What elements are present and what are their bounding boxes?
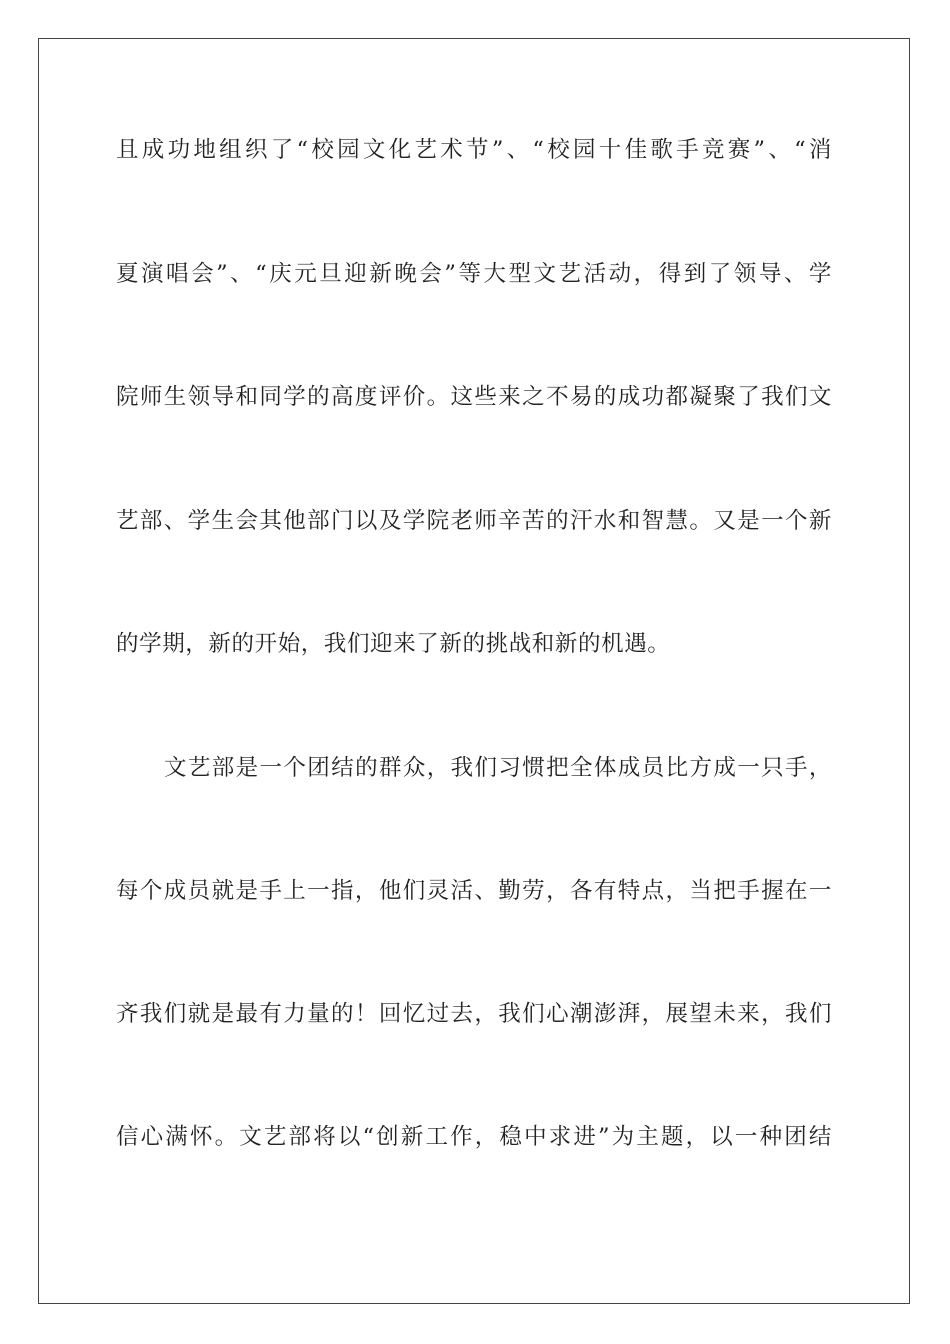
- page-border: [38, 38, 910, 1304]
- text-line: 信心满怀。文艺部将以“创新工作，稳中求进”为主题，以一种团结: [116, 1124, 832, 1150]
- text-line: 每个成员就是手上一指，他们灵活、勤劳，各有特点，当把手握在一: [116, 878, 832, 904]
- text-line: 艺部、学生会其他部门以及学院老师辛苦的汗水和智慧。又是一个新: [116, 508, 832, 534]
- paragraph-first-line: 文艺部是一个团结的群众，我们习惯把全体成员比方成一只手，: [164, 755, 832, 781]
- text-line: 齐我们就是最有力量的！回忆过去，我们心潮澎湃，展望未来，我们: [116, 1001, 832, 1027]
- text-line: 夏演唱会”、“庆元旦迎新晚会”等大型文艺活动，得到了领导、学: [116, 261, 832, 287]
- text-line: 的学期，新的开始，我们迎来了新的挑战和新的机遇。: [116, 631, 671, 657]
- text-line: 且成功地组织了“校园文化艺术节”、“校园十佳歌手竞赛”、“消: [116, 137, 832, 163]
- text-line: 院师生领导和同学的高度评价。这些来之不易的成功都凝聚了我们文: [116, 384, 832, 410]
